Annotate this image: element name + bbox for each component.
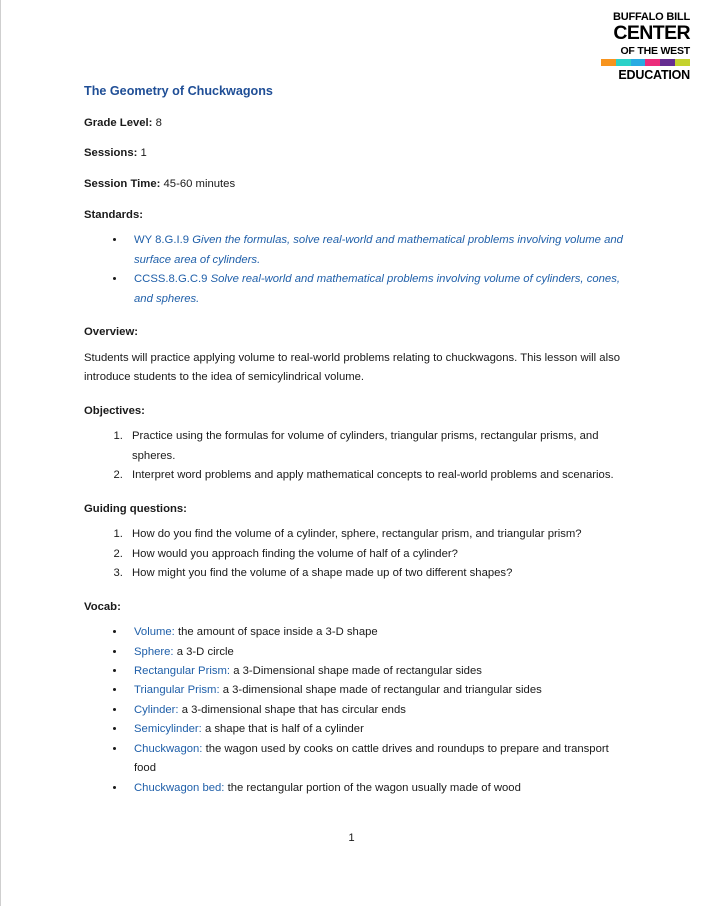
list-item: 1. Practice using the formulas for volume of cylinders, triangular prisms, rectangular prisms, and spheres. — [126, 427, 624, 466]
list-item: 3. How might you find the volume of a shape made up of two different shapes? — [126, 564, 624, 583]
logo-color-swatch-5 — [660, 59, 675, 66]
meta-grade-level — [84, 116, 624, 131]
guiding-questions-list — [84, 525, 624, 583]
standard-code: CCSS.8.G.C.9 — [134, 273, 211, 286]
logo-color-swatch-3 — [631, 59, 646, 66]
meta-grade-level-value: 8 — [152, 116, 162, 129]
vocab-term: Cylinder: — [134, 703, 179, 716]
vocab-definition: a 3-dimensional shape that has circular ends — [178, 703, 406, 716]
meta-sessions — [84, 146, 624, 161]
document-body — [84, 84, 624, 814]
logo-color-swatch-2 — [616, 59, 631, 66]
section-heading-objectives: Objectives: — [84, 404, 145, 417]
logo-text-buffalo-bill: BUFFALO BILL — [612, 11, 690, 23]
list-item: 2. How would you approach finding the volume of half of a cylinder? — [126, 545, 624, 564]
organization-logo — [594, 12, 690, 82]
vocab-term: Semicylinder: — [134, 723, 202, 736]
list-item — [126, 662, 624, 681]
list-item — [126, 681, 624, 700]
meta-grade-level-label: Grade Level: — [84, 116, 153, 129]
vocab-term: Sphere: — [134, 645, 174, 658]
vocab-definition: a 3-dimensional shape made of rectangular and triangular sides — [219, 684, 542, 697]
logo-color-swatch-1 — [601, 59, 616, 66]
logo-text-of-the-west: OF THE WEST — [620, 44, 690, 57]
list-item — [126, 701, 624, 720]
list-item — [126, 740, 624, 779]
vocab-list — [84, 623, 624, 798]
list-item — [126, 643, 624, 662]
overview-paragraph: Students will practice applying volume to real-world problems relating to chuckwagons. This lesson will also introduce students to the idea of semicylindrical volume. — [84, 351, 621, 384]
vocab-definition: the rectangular portion of the wagon usually made of wood — [224, 781, 521, 794]
list-item: 2. Interpret word problems and apply mathematical concepts to real-world problems and scenarios. — [126, 466, 624, 485]
meta-sessions-value: 1 — [137, 147, 147, 160]
list-item — [126, 231, 624, 270]
standard-code: WY 8.G.I.9 — [134, 234, 193, 247]
list-item — [126, 720, 624, 739]
section-heading-guiding-questions: Guiding questions: — [84, 502, 187, 515]
logo-text-center: CENTER — [613, 22, 690, 44]
standard-text: Given the formulas, solve real-world and mathematical problems involving volume and surface area of cylinders. — [134, 234, 623, 266]
section-heading-standards: Standards: — [84, 208, 144, 221]
vocab-term: Volume: — [134, 626, 175, 639]
vocab-definition: a shape that is half of a cylinder — [201, 723, 364, 736]
vocab-term: Rectangular Prism: — [134, 665, 231, 678]
meta-sessions-label: Sessions: — [84, 147, 138, 160]
logo-color-bar — [601, 59, 690, 66]
meta-session-time-label: Session Time: — [84, 178, 161, 191]
section-heading-vocab: Vocab: — [84, 600, 121, 613]
vocab-definition: a 3-Dimensional shape made of rectangular sides — [230, 665, 482, 678]
meta-session-time — [84, 177, 624, 192]
standard-text: Solve real-world and mathematical problems involving volume of cylinders, cones, and spheres. — [134, 273, 620, 305]
list-item — [126, 779, 624, 798]
logo-text-education: EDUCATION — [618, 68, 690, 82]
vocab-term: Chuckwagon bed: — [134, 781, 225, 794]
standards-list — [84, 231, 624, 309]
section-heading-overview: Overview: — [84, 326, 139, 339]
objectives-list — [84, 427, 624, 485]
page-title: The Geometry of Chuckwagons — [84, 84, 273, 98]
logo-color-swatch-4 — [645, 59, 660, 66]
meta-session-time-value: 45-60 minutes — [160, 178, 236, 191]
list-item — [126, 270, 624, 309]
vocab-definition: a 3-D circle — [173, 645, 234, 658]
vocab-term: Chuckwagon: — [134, 742, 203, 755]
logo-color-swatch-6 — [675, 59, 690, 66]
vocab-definition: the amount of space inside a 3-D shape — [174, 626, 378, 639]
vocab-term: Triangular Prism: — [134, 684, 220, 697]
list-item: 1. How do you find the volume of a cylinder, sphere, rectangular prism, and triangular prism? — [126, 525, 624, 544]
page-number: 1 — [348, 832, 355, 844]
vocab-definition: the wagon used by cooks on cattle drives and roundups to prepare and transport food — [134, 742, 609, 775]
list-item — [126, 623, 624, 642]
